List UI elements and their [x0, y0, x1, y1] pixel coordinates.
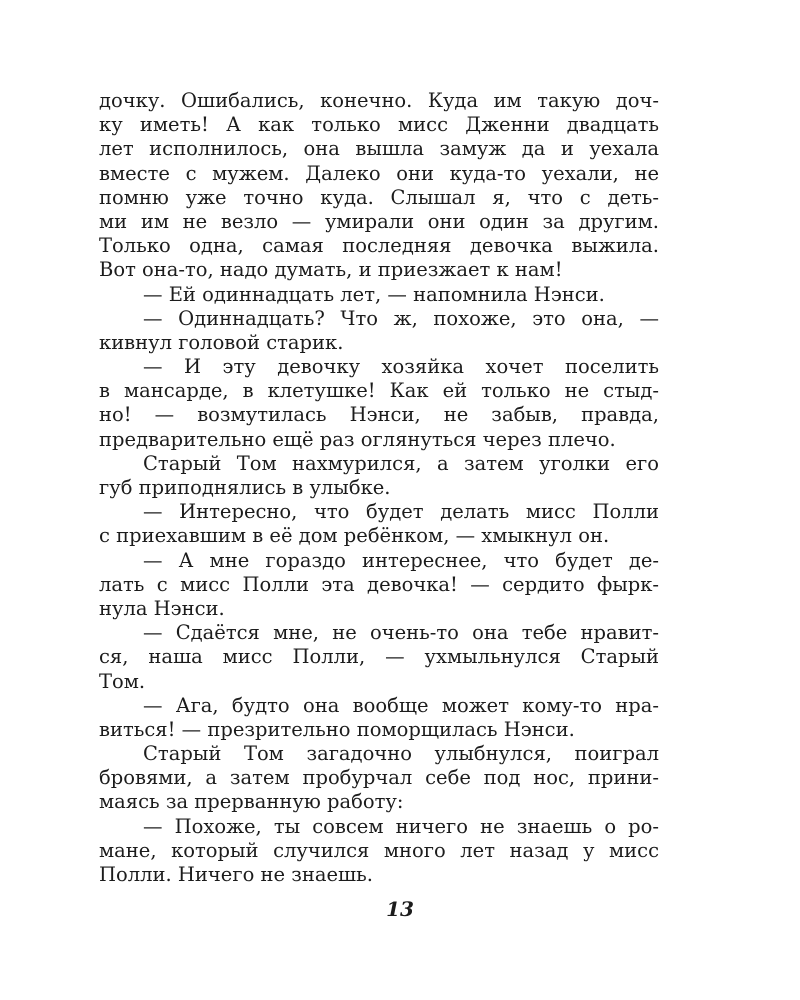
- text-line: кивнул головой старик.: [99, 330, 344, 354]
- text-line: — Сдаётся мне, не очень-то она тебе нравит-: [143, 621, 659, 645]
- text-line: — И эту девочку хозяйка хочет поселить: [143, 355, 659, 379]
- page-number: 13: [386, 897, 414, 921]
- text-line: вместе с мужем. Далеко они куда-то уехали, не: [99, 161, 659, 185]
- text-line: Том.: [99, 669, 146, 693]
- text-line: Старый Том загадочно улыбнулся, поиграл: [143, 742, 659, 766]
- text-line: ся, наша мисс Полли, — ухмыльнулся Старый: [99, 645, 659, 669]
- text-line: — Интересно, что будет делать мисс Полли: [143, 500, 659, 524]
- text-line: ми им не везло — умирали они один за другим.: [99, 209, 659, 233]
- text-line: — Похоже, ты совсем ничего не знаешь о ро-: [143, 814, 659, 838]
- body-text: [99, 89, 659, 887]
- text-line: Старый Том нахмурился, а затем уголки его: [143, 451, 659, 475]
- text-line: Вот она-то, надо думать, и приезжает к нам!: [99, 258, 563, 282]
- text-line: — А мне гораздо интереснее, что будет де-: [143, 548, 659, 572]
- text-line: мане, который случился много лет назад у мисс: [99, 838, 659, 862]
- text-line: бровями, а затем пробурчал себе под нос, прини-: [99, 766, 659, 790]
- text-line: нула Нэнси.: [99, 596, 225, 620]
- text-line: помню уже точно куда. Слышал я, что с деть-: [99, 185, 659, 209]
- text-line: — Ей одиннадцать лет, — напомнила Нэнси.: [143, 282, 605, 306]
- text-line: лет исполнилось, она вышла замуж да и уехала: [99, 137, 659, 161]
- text-line: дочку. Ошибались, конечно. Куда им такую доч-: [99, 89, 659, 112]
- text-line: но! — возмутилась Нэнси, не забыв, правда,: [99, 403, 659, 427]
- text-line: лать с мисс Полли эта девочка! — сердито фырк-: [99, 572, 659, 596]
- text-line: предварительно ещё раз оглянуться через плечо.: [99, 427, 616, 451]
- text-line: Полли. Ничего не знаешь.: [99, 863, 373, 886]
- text-line: губ приподнялись в улыбке.: [99, 476, 391, 499]
- text-line: Только одна, самая последняя девочка выжила.: [99, 234, 659, 258]
- text-line: ку иметь! А как только мисс Дженни двадцать: [99, 113, 659, 137]
- text-line: виться! — презрительно поморщилась Нэнси.: [99, 717, 575, 741]
- text-line: с приехавшим в её дом ребёнком, — хмыкнул он.: [99, 524, 610, 548]
- text-line: маясь за прерванную работу:: [99, 790, 404, 814]
- text-line: в мансарде, в клетушке! Как ей только не стыд-: [99, 379, 659, 403]
- text-line: — Ага, будто она вообще может кому-то нра-: [143, 693, 659, 717]
- text-line: — Одиннадцать? Что ж, похоже, это она, —: [143, 306, 659, 330]
